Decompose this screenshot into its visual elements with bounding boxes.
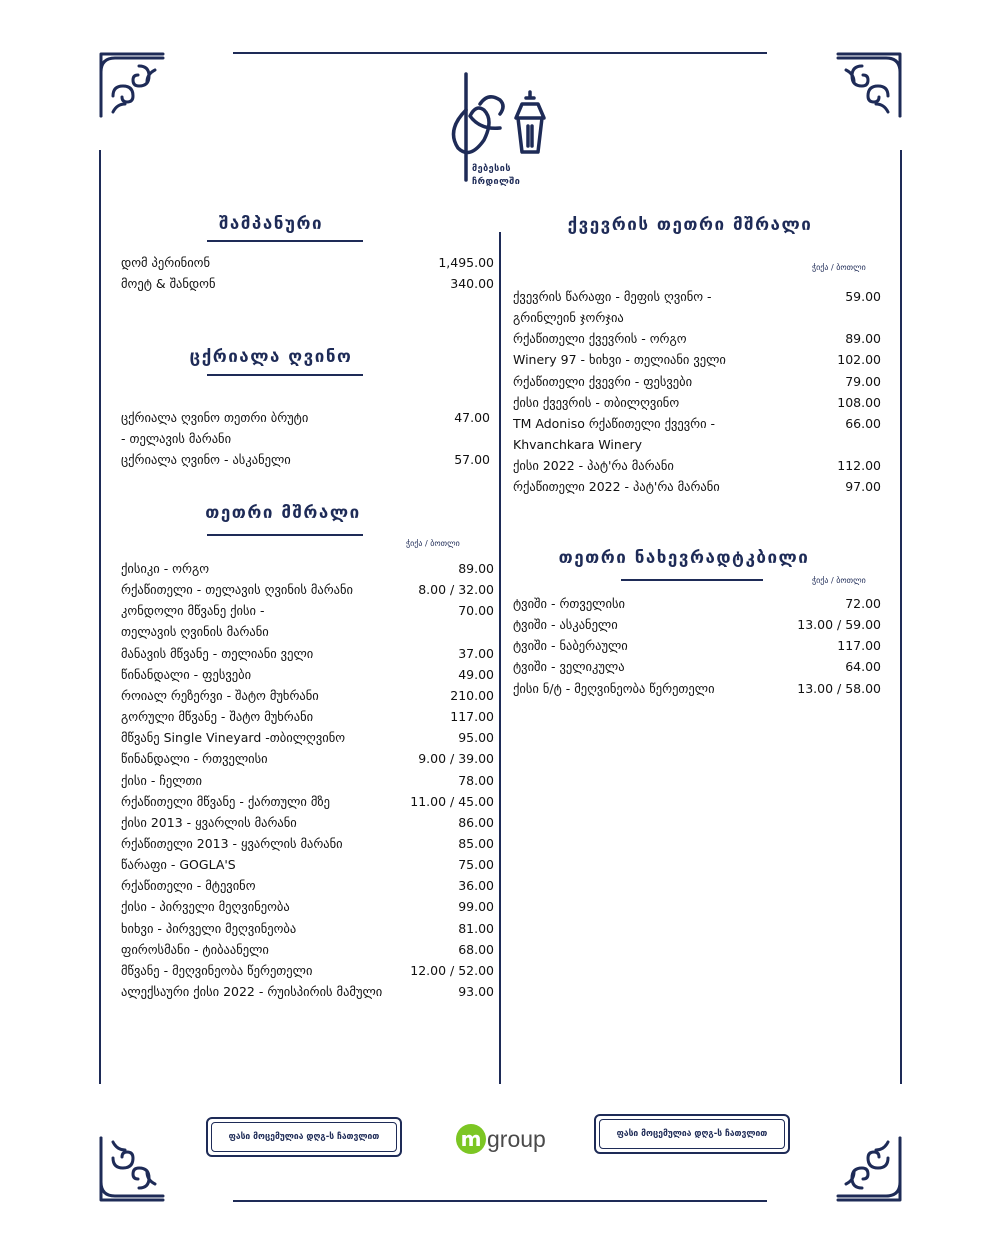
menu-item-price: 13.00 / 58.00 [797, 680, 881, 696]
menu-item-price: 13.00 / 59.00 [797, 617, 881, 633]
menu-item-name: ტვიში - რთველისი [513, 596, 625, 611]
menu-item-price: 12.00 / 52.00 [410, 962, 494, 978]
menu-item-name: მწვანე Single Vineyard -თბილღვინო [121, 730, 346, 746]
logo-text-line1: მებესის [472, 164, 511, 174]
section-title-sparkling: ცქრიალა ღვინო [189, 347, 353, 367]
menu-item-name: რქაწითელი ქვევრის - ორგო [513, 331, 687, 347]
menu-item-name: ხიხვი - პირველი მეღვინეობა [121, 920, 297, 936]
section-rule [207, 374, 363, 376]
menu-item-name: ცქრიალა ღვინო თეთრი ბრუტი [121, 410, 309, 425]
menu-item-price: 117.00 [450, 709, 494, 725]
column-header-glass-bottle: ჭიქა / ბოთლი [812, 576, 866, 585]
menu-item-name: გორული მწვანე - შატო მუხრანი [121, 709, 314, 725]
vat-note-left [206, 1117, 402, 1157]
menu-item-price: 75.00 [458, 857, 494, 873]
menu-item-name: რქაწითელი ქვევრი - ფესვები [513, 373, 693, 389]
mgroup-logo [456, 1122, 546, 1156]
menu-item-name: გრინლეინ ჯორჯია [513, 310, 624, 326]
menu-item-name: ცქრიალა ღვინო - ასკანელი [121, 452, 291, 468]
menu-item-price: 11.00 / 45.00 [410, 793, 494, 809]
menu-item-price: 108.00 [837, 394, 881, 410]
mgroup-m-icon: m [456, 1124, 486, 1154]
column-header-glass-bottle: ჭიქა / ბოთლი [812, 263, 866, 272]
menu-item-price: 97.00 [845, 479, 881, 495]
vat-note-right [594, 1114, 790, 1154]
menu-item-price: 81.00 [458, 920, 494, 936]
menu-item-name: როიალ რეზერვი - შატო მუხრანი [121, 687, 319, 703]
menu-item-name: ქვევრის წარაფი - მეფის ღვინო - [513, 289, 712, 304]
corner-ornament-icon [99, 1136, 165, 1202]
menu-item-name: TM Adoniso რქაწითელი ქვევრი - [513, 415, 716, 431]
menu-item-name: რქაწითელი მწვანე - ქართული მზე [121, 793, 330, 809]
menu-item-name: კონდოლი მწვანე ქისი - [121, 603, 265, 619]
corner-ornament-icon [836, 1136, 902, 1202]
section-title-white-dry: თეთრი მშრალი [205, 503, 361, 523]
menu-item-price: 47.00 [454, 410, 490, 425]
menu-item-name: წინანდალი - ფესვები [121, 666, 252, 682]
menu-item-name: Winery 97 - ხიხვი - თელიანი ველი [513, 352, 726, 368]
menu-item-price: 89.00 [458, 561, 494, 576]
menu-item-name: მანავის მწვანე - თელიანი ველი [121, 645, 314, 661]
menu-item-name: ქისი ნ/ტ - მეღვინეობა წერეთელი [513, 680, 715, 696]
menu-item-price: 210.00 [450, 687, 494, 703]
menu-item-name: ტვიში - ველიკულა [513, 659, 625, 675]
menu-item-price: 49.00 [458, 666, 494, 682]
menu-item-price: 59.00 [845, 289, 881, 304]
menu-item-name: დომ პერინიონ [121, 255, 211, 270]
menu-item-name: წინანდალი - რთველისი [121, 751, 268, 767]
column-divider [499, 232, 501, 1084]
section-title-white-semisweet: თეთრი ნახევრადტკბილი [558, 548, 810, 568]
top-rule [233, 52, 767, 54]
menu-item-price: 57.00 [454, 452, 490, 468]
menu-item-name: რქაწითელი 2022 - პატ'რა მარანი [513, 479, 720, 495]
menu-item-name: ქისი - პირველი მეღვინეობა [121, 899, 290, 915]
menu-item-name: ქისი 2022 - პატ'რა მარანი [513, 458, 674, 474]
menu-item-name: მწვანე - მეღვინეობა წერეთელი [121, 962, 313, 978]
menu-item-name: ქისიკი - ორგო [121, 561, 210, 576]
section-rule [207, 534, 363, 536]
menu-item-name: წარაფი - GOGLA'S [121, 857, 236, 873]
column-header-glass-bottle: ჭიქა / ბოთლი [406, 539, 460, 548]
menu-item-price: 1,495.00 [438, 255, 494, 270]
menu-item-price: 340.00 [450, 276, 494, 292]
menu-item-price: 86.00 [458, 814, 494, 830]
menu-item-name: ტვიში - ასკანელი [513, 617, 618, 633]
menu-item-price: 99.00 [458, 899, 494, 915]
logo-text-line2: ჩრდილში [472, 177, 521, 187]
menu-item-price: 79.00 [845, 373, 881, 389]
menu-item-name: - თელავის მარანი [121, 431, 232, 447]
menu-item-name: რქაწითელი - მტევინო [121, 878, 256, 894]
menu-item-price: 85.00 [458, 835, 494, 851]
right-border [900, 150, 902, 1084]
menu-item-price: 70.00 [458, 603, 494, 619]
menu-item-price: 95.00 [458, 730, 494, 746]
section-rule [207, 240, 363, 242]
corner-ornament-icon [99, 52, 165, 118]
menu-item-price: 37.00 [458, 645, 494, 661]
menu-item-price: 78.00 [458, 772, 494, 788]
menu-item-name: ქისი ქვევრის - თბილღვინო [513, 394, 680, 410]
menu-item-name: ალექსაური ქისი 2022 - რუისპირის მამული [121, 984, 383, 999]
menu-item-price: 102.00 [837, 352, 881, 368]
menu-item-price: 93.00 [458, 984, 494, 999]
section-rule [621, 579, 763, 581]
vat-note-text: ფასი მოცემულია დღგ-ს ჩათვლით [228, 1132, 380, 1142]
section-title-champagne: შამპანური [218, 214, 324, 234]
menu-item-name: თელავის ღვინის მარანი [121, 624, 269, 640]
menu-item-price: 89.00 [845, 331, 881, 347]
vat-note-text: ფასი მოცემულია დღგ-ს ჩათვლით [616, 1129, 768, 1139]
menu-item-price: 68.00 [458, 941, 494, 957]
menu-item-name: ქისი 2013 - ყვარლის მარანი [121, 814, 297, 830]
menu-item-price: 64.00 [845, 659, 881, 675]
menu-item-name: რქაწითელი 2013 - ყვარლის მარანი [121, 835, 343, 851]
left-border [99, 150, 101, 1084]
menu-item-name: Khvanchkara Winery [513, 437, 643, 453]
section-title-qvevri-white-dry: ქვევრის თეთრი მშრალი [567, 215, 813, 235]
menu-item-name: ტვიში - ნაბერაული [513, 638, 628, 654]
menu-item-price: 36.00 [458, 878, 494, 894]
menu-item-price: 9.00 / 39.00 [418, 751, 494, 767]
menu-item-price: 72.00 [845, 596, 881, 611]
mgroup-wordmark: group [487, 1125, 546, 1152]
menu-item-price: 112.00 [837, 458, 881, 474]
menu-item-price: 8.00 / 32.00 [418, 582, 494, 598]
menu-item-name: ფიროსმანი - ტიბაანელი [121, 941, 269, 957]
bottom-rule [233, 1200, 767, 1202]
menu-item-price: 117.00 [837, 638, 881, 654]
menu-item-name: რქაწითელი - თელავის ღვინის მარანი [121, 582, 354, 598]
menu-item-name: მოეტ & შანდონ [121, 276, 216, 292]
menu-item-price: 66.00 [845, 415, 881, 431]
menu-item-name: ქისი - ჩელთი [121, 772, 202, 788]
corner-ornament-icon [836, 52, 902, 118]
